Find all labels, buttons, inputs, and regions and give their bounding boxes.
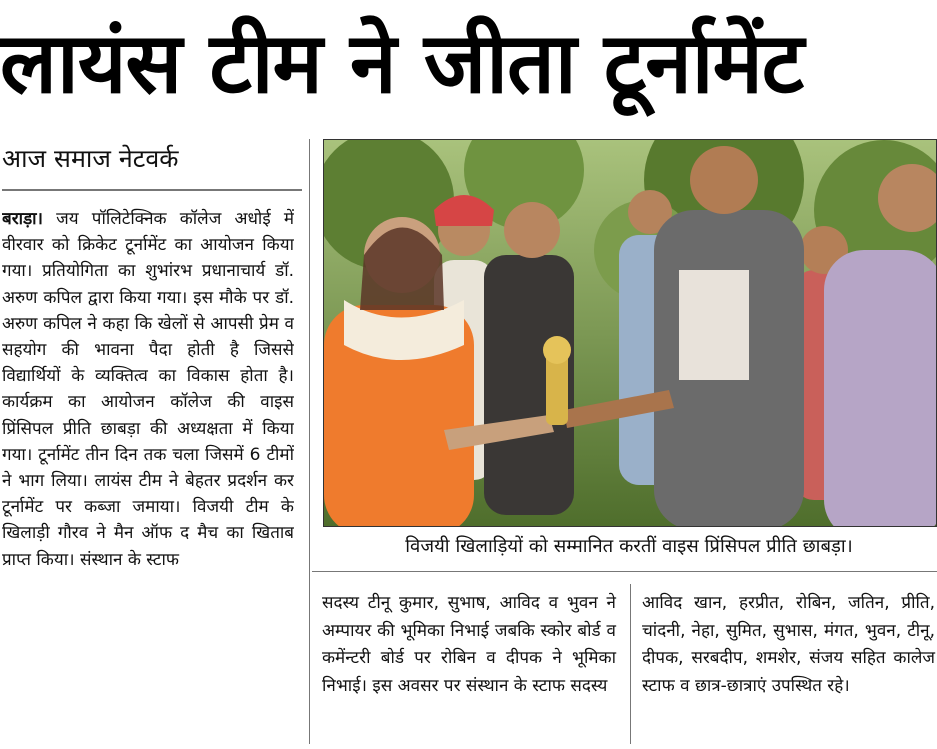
article-column-1: [2, 206, 294, 746]
caption-divider: [312, 571, 937, 572]
article-column-3: आविद खान, हरप्रीत, रोबिन, जतिन, प्रीति, चांदनी, नेहा, सुमित, सुभास, मंगत, भुवन, टीनू, दीपक, सरबदीप, शमशेर, संजय सहित कालेज स्टाफ व छात्र-छात्राएं उपस्थित रहे।: [642, 593, 935, 696]
article-column-2: सदस्य टीनू कुमार, सुभाष, आविद व भुवन ने अम्पायर की भूमिका निभाई जबकि स्कोर बोर्ड व कमेंन्टरी बोर्ड पर रोबिन व दीपक ने भूमिका निभाई। इस अवसर पर संस्थान के स्टाफ सदस्य: [322, 593, 616, 696]
column-divider-2: [630, 584, 631, 744]
news-photo: [323, 139, 937, 527]
column-divider: [309, 139, 310, 744]
dateline-place: बराड़ा।: [2, 209, 44, 229]
byline: आज समाज नेटवर्क: [2, 144, 179, 173]
byline-divider: [2, 189, 302, 191]
photo-illustration: [324, 140, 936, 526]
article-text: जय पॉलिटेक्निक कॉलेज अधोई में वीरवार को क्रिकेट टूर्नामेंट का आयोजन किया गया। प्रतियोगिता का शुभांरभ प्रधानाचार्य डॉ. अरुण कपिल द्वारा किया गया। इस मौके पर डॉ. अरुण कपिल ने कहा कि खेलों से आपसी प्रेम व सहयोग की भावना पैदा होती है जिससे विद्यार्थियों के व्यक्तित्व का विकास होता है। कार्यक्रम का आयोजन कॉलेज की वाइस प्रिंसिपल प्रीति छाबड़ा की अध्यक्षता में किया गया। टूर्नामेंट तीन दिन तक चला जिसमें 6 टीमों ने भाग लिया। लायंस टीम ने बेहतर प्रदर्शन कर टूर्नामेंट पर कब्जा जमाया। विजयी टीम के खिलाड़ी गौरव ने मैन ऑफ द मैच का खिताब प्राप्त किया। संस्थान के स्टाफ: [2, 209, 294, 570]
headline: लायंस टीम ने जीता टूर्नामेंट: [0, 14, 804, 112]
photo-caption: विजयी खिलाड़ियों को सम्मानित करतीं वाइस प्रिंसिपल प्रीति छाबड़ा।: [405, 536, 853, 557]
